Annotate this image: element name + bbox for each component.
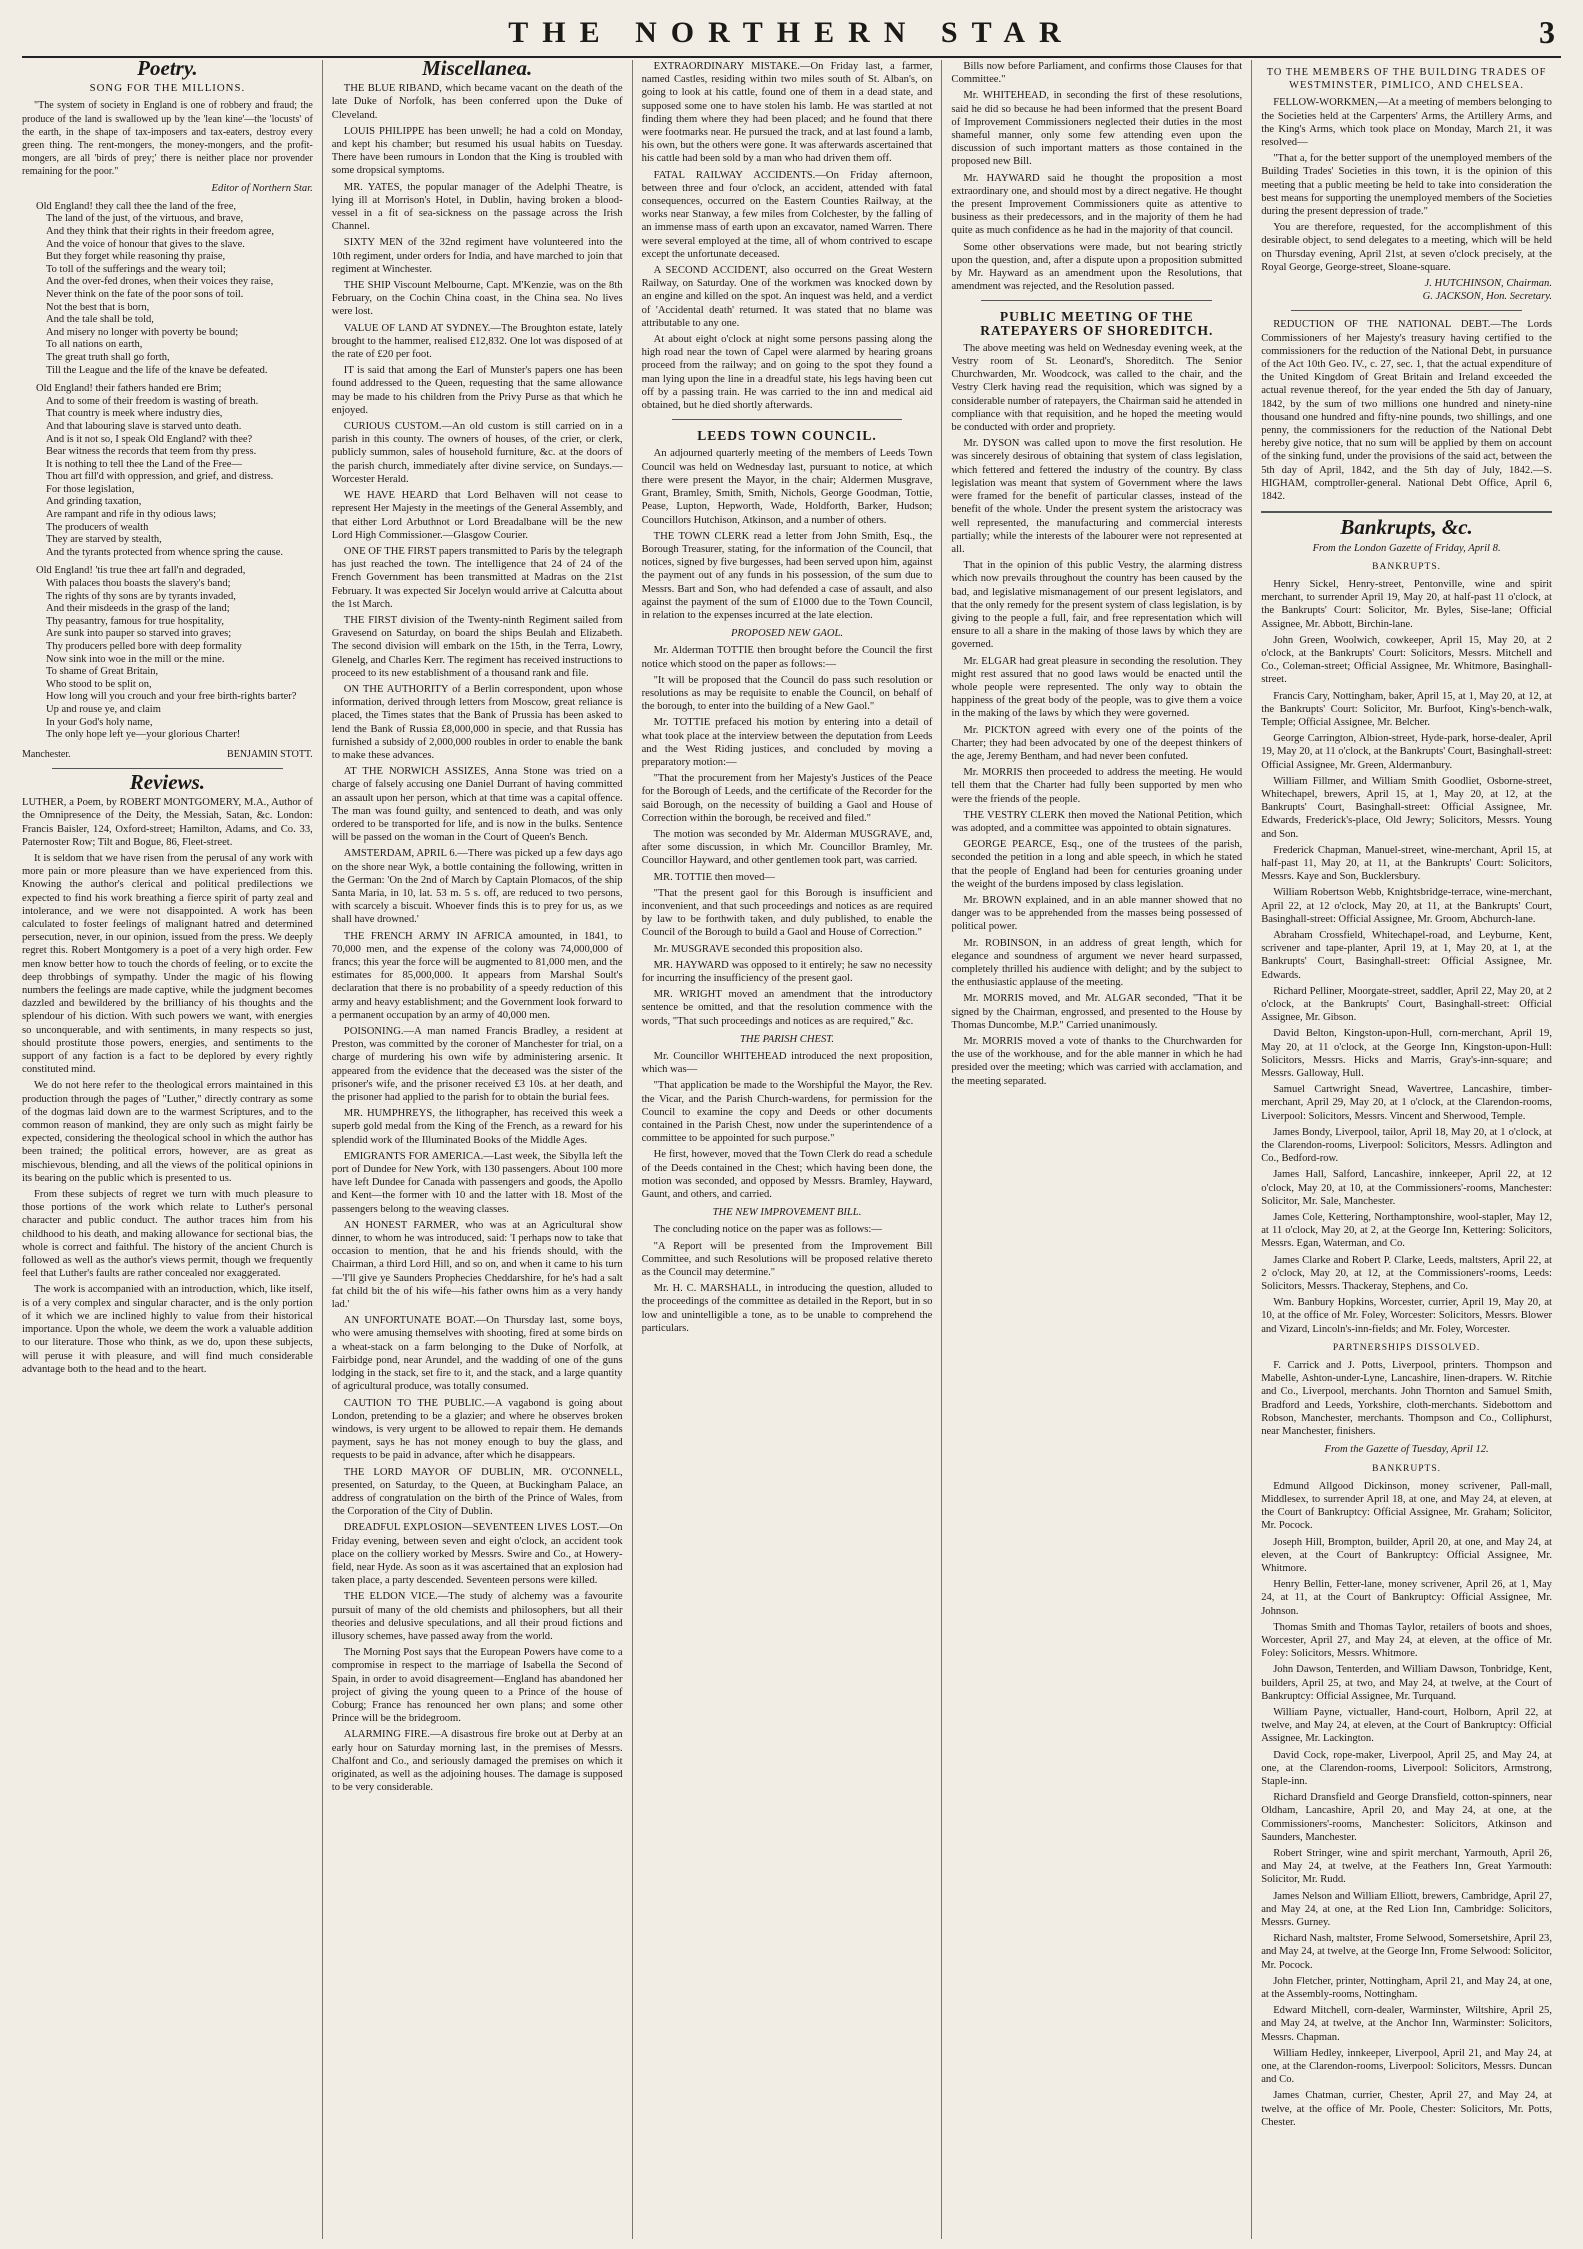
masthead bbox=[22, 12, 1561, 58]
bankrupt-entry: Frederick Chapman, Manuel-street, wine-merchant, April 15, at half-past 11, May 20, at 11, at the Bankrupts' Court: Solicitors, Messrs. Kaye and Son, Bucklersbury. bbox=[1261, 844, 1552, 883]
bankrupts-label: BANKRUPTS. bbox=[1372, 1463, 1442, 1474]
council-paragraph: "It will be proposed that the Council do pass such resolution or resolutions as may be requisite to enable the Council, on behalf of the borough, to enter into the building of a New Gaol." bbox=[641, 674, 933, 713]
news-item: THE FIRST division of the Twenty-ninth Regiment sailed from Gravesend on Saturday, on board the ships Beulah and Elizabeth. The second division will embark on the 15th, in the Terra, Lowry, Glenelg, and Charles Kerr. The regiment has received instructions to proceed to its new establishment of a thousand rank and file. bbox=[331, 614, 623, 679]
council-paragraph: Mr. Alderman TOTTIE then brought before the Council the first notice which stood on the paper as follows:— bbox=[641, 645, 933, 670]
council-paragraph: The concluding notice on the paper was as follows:— bbox=[653, 1224, 882, 1236]
miscellanea-heading: Miscellanea. bbox=[422, 60, 533, 80]
bankrupt-entry: William Fillmer, and William Smith Goodliet, Osborne-street, Whitechapel, brewers, April 15, at 1, May 20, at 12, at the Bankrupts' Court, Basinghall-street: Official Assignee, Mr. Edwards, Frederick's-place, Old Jewry; Solicitors, Messrs. Young and Son. bbox=[1261, 775, 1552, 840]
council-paragraph: THE TOWN CLERK read a letter from John Smith, Esq., the Borough Treasurer, stating, for the information of the Council, that notices, signed by five burgesses, had been served upon him, against the payment out of any funds in his possession, of the sum due to Messrs. Bart and Son, who had defended a case of assault, and also against the payment of the sum of £1000 due to the Town Council, in relation to the expenses incurred at the late election. bbox=[641, 530, 933, 621]
page-number: 3 bbox=[1539, 14, 1555, 50]
bill-subheading: THE NEW IMPROVEMENT BILL. bbox=[712, 1207, 862, 1219]
news-item: THE SHIP Viscount Melbourne, Capt. M'Kenzie, was on the 8th February, on the Cochin China coast, in the China sea. No lives were lost. bbox=[331, 280, 623, 318]
divider bbox=[52, 768, 283, 769]
bankrupt-entry: James Cole, Kettering, Northamptonshire, wool-stapler, May 12, at 11 o'clock, May 20, at 2, at the George Inn, Kettering: Solicitors, Messrs. Egan, Waterman, and Co. bbox=[1261, 1212, 1552, 1250]
council-paragraph: MR. HAYWARD was opposed to it entirely; he saw no necessity for incurring the insufficiency of the present gaol. bbox=[641, 959, 933, 984]
bankrupt-entry: John Dawson, Tenterden, and William Dawson, Tonbridge, Kent, builders, April 25, at two, and May 24, at twelve, at the Court of Bankruptcy: Official Assignee, Mr. Turquand. bbox=[1261, 1664, 1552, 1702]
poem-epigraph: "The system of society in England is one of robbery and fraud; the produce of the land is swallowed up by the 'lean kine'—the 'locusts' of the earth, in the shape of tax-imposers and tax-eaters, destroy every green thing. The rent-mongers, the money-mongers, and the profit-mongers, are all 'birds of prey;' there is neither place nor provender remaining for the poor." bbox=[22, 100, 313, 178]
bankrupt-entry: James Chatman, currier, Chester, April 27, and May 24, at twelve, at the office of Mr. Poole, Chester: Solicitors, Mr. Potts, Chester. bbox=[1261, 2090, 1552, 2128]
bankrupt-entry: Henry Sickel, Henry-street, Pentonville, wine and spirit merchant, to surrender April 19, May 20, at half-past 11 o'clock, at the Bankrupts' Court: Solicitor, Mr. Byles, Sise-lane; Official Assignee, Mr. Abbott, Birchin-lane. bbox=[1261, 578, 1552, 630]
news-item: THE ELDON VICE.—The study of alchemy was a favourite pursuit of many of the old chemists and philosophers, but all their theories and delusive speculations, and all their proud fictions and illusory schemes, have passed away from the world. bbox=[331, 1591, 623, 1642]
bankrupt-entry: Samuel Cartwright Snead, Wavertree, Lancashire, timber-merchant, April 29, May 20, at 1 o'clock, at the Clarendon-rooms, Liverpool: Solicitors, Messrs. Vincent and Sherwood, Temple. bbox=[1261, 1084, 1552, 1122]
bankrupt-entry: William Hedley, innkeeper, Liverpool, April 21, and May 24, at one, at the Clarendon-rooms, Liverpool: Solicitors, Messrs. Duncan and Co. bbox=[1261, 2047, 1552, 2086]
news-item: ONE OF THE FIRST papers transmitted to Paris by the telegraph has just reached the town. The intelligence that 24 of 24 of the French Government has been transmitted at Madras on the 21st February. It was expected Sir Jocelyn would arrive at Calcutta about the 1st March. bbox=[331, 545, 623, 610]
bankrupt-entry: Edward Mitchell, corn-dealer, Warminster, Wiltshire, April 25, and May 24, at twelve, at the Anchor Inn, Warminster: Solicitors, Messrs. Chapman. bbox=[1261, 2005, 1552, 2043]
news-item: DREADFUL EXPLOSION—SEVENTEEN LIVES LOST.—On Friday evening, between seven and eight o'clock, an accident took place on the colliery worked by Messrs. Swire and Co., at Howery-field, near Hyde. As soon as it was ascertained that an explosion had taken place, a party descended. Seventeen persons were killed. bbox=[331, 1522, 623, 1587]
poem-author: BENJAMIN STOTT. bbox=[227, 748, 313, 760]
news-item: FATAL RAILWAY ACCIDENTS.—On Friday afternoon, between three and four o'clock, an accident, attended with fatal consequences, occurred on the Eastern Counties Railway, at the works near Stanway, a few miles from Colchester, by the falling of an immense mass of earth upon an excavator, named Warren. There were several employed at the time, all of whom contrived to escape except the unfortunate deceased. bbox=[641, 169, 933, 260]
news-item: ON THE AUTHORITY of a Berlin correspondent, upon whose information, derived through letters from Moscow, great reliance is placed, the Times states that the Bank of Prussia has been asked to lend the Bank of Russia £8,000,000 in specie, and that Russia has furnished a subsidy of 2,000,000 roubles in order to enable the bank to make these advances. bbox=[331, 683, 623, 761]
news-item: CAUTION TO THE PUBLIC.—A vagabond is going about London, pretending to be a glazier; and where he observes broken windows, is very urgent to be allowed to repair them. He demands payment, says he has not money enough to buy the glass, and requests to be paid in advance, after which he disappears. bbox=[331, 1397, 623, 1462]
bankrupt-entry: George Carrington, Albion-street, Hyde-park, horse-dealer, April 19, May 20, at 11 o'clock, at the Bankrupts' Court, Basinghall-street: Official Assignee, Mr. Green, Aldermanbury. bbox=[1261, 733, 1552, 771]
gaol-subheading: PROPOSED NEW GAOL. bbox=[730, 628, 844, 640]
news-item: AMSTERDAM, APRIL 6.—There was picked up a few days ago on the shore near Wyk, a bottle containing the following, written in the German: 'On the 2nd of March by Captain Plomacos, of the ship Santa Maria, in 10, lat. 53 m. 5 s. off, are reduced to two persons, with scarcely a biscuit. Whoever finds this is to prey for us, as we shall have drowned.' bbox=[331, 848, 623, 926]
partnerships-label: PARTNERSHIPS DISSOLVED. bbox=[1332, 1342, 1481, 1353]
column-4 bbox=[942, 60, 1252, 2239]
meeting-paragraph: That in the opinion of this public Vestry, the alarming distress which now prevails throughout the country has been caused by the bad, and legislative mismanagement of our present legislators, and that the only remedy for the present system of class legislation, is by giving to the people a full, fair, and free representation which will ensure to all a share in the making of those laws by which they are governed. bbox=[951, 560, 1243, 651]
parish-subheading: THE PARISH CHEST. bbox=[739, 1033, 835, 1045]
building-trades-heading: TO THE MEMBERS OF THE BUILDING TRADES OF WESTMINSTER, PIMLICO, AND CHELSEA. bbox=[1266, 67, 1547, 92]
bankrupt-entry: Henry Bellin, Fetter-lane, money scrivener, April 26, at 1, May 24, at 11, at the Court of Bankruptcy: Official Assignee, Mr. Johnson. bbox=[1261, 1579, 1552, 1617]
bankrupt-entry: Thomas Smith and Thomas Taylor, retailers of boots and shoes, Worcester, April 27, and May 24, at eleven, at the office of Mr. Foley: Solicitors, Messrs. Whitmore. bbox=[1261, 1621, 1552, 1660]
divider bbox=[672, 419, 903, 420]
poetry-heading: Poetry. bbox=[137, 60, 198, 80]
meeting-paragraph: Mr. DYSON was called upon to move the first resolution. He was sincerely desirous of obtaining that system of class legislation, which fettered and fettered the industry of the country. By class legislation was meant that system of Government where the laws were framed for the benefit of particular classes, instead of the benefit of the whole. Under the present system the aristocracy was well represented, the manufacturing and commercial interests partially; while the interests of the labourer were not represented at all. bbox=[951, 438, 1243, 555]
column-3 bbox=[633, 60, 943, 2239]
council-paragraph: MR. TOTTIE then moved— bbox=[653, 871, 776, 883]
meeting-paragraph: Mr. ROBINSON, in an address of great length, which for elegance and soundness of argument we never heard surpassed, completely thrilled his audience with delight; and by the subject to the enthusiastic applause of the meeting. bbox=[951, 937, 1243, 989]
council-paragraph: MR. WRIGHT moved an amendment that the introductory sentence be omitted, and that the resolution commence with the words, "That such proceedings and notices as are required," &c. bbox=[641, 989, 933, 1027]
newspaper-title: THE NORTHERN STAR bbox=[508, 16, 1075, 49]
notice-paragraph: FELLOW-WORKMEN,—At a meeting of members belonging to the Societies held at the Carpenters' Arms, the Artillery Arms, and the King's Arms, which took place on Monday, March 21, it was resolved— bbox=[1261, 97, 1552, 149]
news-item: CURIOUS CUSTOM.—An old custom is still carried on in a parish in this county. The owners of houses, of the crier, or clerk, publicly summon, sales of household furniture, &c. at the doors of the parish church, immediately after divine service, on Sundays.—Worcester Herald. bbox=[331, 421, 623, 485]
divider bbox=[981, 300, 1212, 301]
debt-reduction-notice: REDUCTION OF THE NATIONAL DEBT.—The Lords Commissioners of her Majesty's treasury having certified to the commissioners for the reduction of the National Debt, in pursuance of the Act 10th Geo. IV., c. 27, sec. 1, that the actual expenditure of the United Kingdom of Great Britain and Ireland exceeded the actual revenue thereof, for the year ended the 5th day of January, 1842, by the sum of two millions one hundred and ninety-nine thousand one hundred and fifty-nine pounds, two shillings, and one penny, the commissioners for the reduction of the National Debt hereby give notice, that no sum will be applied by them on account of the sinking fund, under the provisions of the said act, between the 5th day of April, 1842, and the 5th day of July, 1842.—S. HIGHAM, comptroller-general. National Debt Office, April 6, 1842. bbox=[1261, 319, 1552, 503]
bankrupt-entry: James Nelson and William Elliott, brewers, Cambridge, April 27, and May 24, at one, at the Red Lion Inn, Cambridge: Solicitors, Messrs. Gurney. bbox=[1261, 1890, 1552, 1928]
bankrupt-entry: David Cock, rope-maker, Liverpool, April 25, and May 24, at one, at the Clarendon-rooms, Liverpool: Solicitors, Armstrong, Staple-inn. bbox=[1261, 1749, 1552, 1787]
bankrupt-entry: Richard Dransfield and George Dransfield, cotton-spinners, near Oldham, Lancashire, April 20, and May 24, at one, at the Commissioners'-rooms, Manchester: Solicitors, Atkinson and Saunders, Manchester. bbox=[1261, 1792, 1552, 1843]
news-item: EMIGRANTS FOR AMERICA.—Last week, the Sibylla left the port of Dundee for New York, with 130 passengers. About 100 more have left Dundee for Canada with passengers and goods, the Apollo and Kent—the former with 10 and the latter with 18. Most of the passengers belong to the weaving classes. bbox=[331, 1150, 623, 1215]
partnerships-dissolved: F. Carrick and J. Potts, Liverpool, printers. Thompson and Mabelle, Ashton-under-Lyne, Lancashire, linen-drapers. W. Ritchie and Co., Liverpool, merchants. John Thornton and Samuel Smith, Bradford and Leeds, Yorkshire, cloth-merchants. Sidebottom and Robson, Manchester, merchants. Thompson and Co., Colliphurst, near Manchester, finishers. bbox=[1261, 1360, 1552, 1438]
meeting-paragraph: THE VESTRY CLERK then moved the National Petition, which was adopted, and a committee was appointed to obtain signatures. bbox=[951, 809, 1243, 834]
review-paragraph: We do not here refer to the theological errors maintained in this production through the pages of "Luther," directly contrary as some of the dogmas laid down are to the warmest Scriptures, and to the common reason of mankind, they are only such as might fairly be expected, considering the theological school in which the author has been trained; the political errors, however, are as great as mischievous, blending, and all the views of the political opinions in its bearing on the public which is presented to us. bbox=[22, 1080, 313, 1184]
poem-stanza: Old England! their fathers handed ere Brim; And to some of their freedom is wasting of breath. That country is meek where industry dies, And that labouring slave is starved unto death. And is it not so, I speak Old England? with thee? Bear witness the records that teem from thy press. It is nothing to tell thee the Land of the Free— Thou art fill'd with oppression, and grief, and distress. For those legislation, And grinding taxation, Are rampant and rife in thy odious laws; The producers of wealth They are starved by stealth, And the tyrants protected from whence spring the cause. bbox=[36, 383, 284, 558]
bankrupts-heading: Bankrupts, &c. bbox=[1340, 515, 1473, 540]
bankrupt-entry: Francis Cary, Nottingham, baker, April 15, at 1, May 20, at 12, at the Bankrupts' Court: Solicitor, Mr. Burfoot, King's-bench-walk, Temple; Official Assignee, Mr. Belcher. bbox=[1261, 690, 1552, 728]
bankrupt-entry: Richard Nash, maltster, Frome Selwood, Somersetshire, April 23, and May 24, at twelve, at the George Inn, Frome Selwood: Solicitor, Mr. Pocock. bbox=[1261, 1933, 1552, 1971]
shoreditch-meeting-heading: PUBLIC MEETING OF THE RATEPAYERS OF SHOREDITCH. bbox=[980, 309, 1214, 338]
bankrupt-entry: John Fletcher, printer, Nottingham, April 21, and May 24, at one, at the Assembly-rooms, Nottingham. bbox=[1261, 1975, 1552, 2001]
bankrupt-entry: Richard Pelliner, Moorgate-street, saddler, April 22, May 20, at 2 o'clock, at the Bankrupts' Court, Basinghall-street: Official Assignee, Mr. Gibson. bbox=[1261, 985, 1552, 1024]
notice-signature: J. HUTCHINSON, Chairman. G. JACKSON, Hon. Secretary. bbox=[1422, 278, 1552, 303]
meeting-paragraph: Mr. ELGAR had great pleasure in seconding the resolution. They might rest assured that no good laws would be enacted until the whole people were represented. The only way to obtain the happiness of the great body of the people, was to give them a voice in the making of the laws by which they were governed. bbox=[951, 655, 1243, 720]
poem-place: Manchester. bbox=[22, 748, 71, 760]
news-item: IT is said that among the Earl of Munster's papers one has been found addressed to the Queen, requesting that the same allowance may be made to his children from the Privy Purse as that which he enjoyed. bbox=[331, 365, 623, 416]
news-item: THE LORD MAYOR OF DUBLIN, MR. O'CONNELL, presented, on Saturday, to the Queen, at Buckingham Palace, an address of congratulation on the birth of the Prince of Wales, from the Corporation of the City of Dublin. bbox=[331, 1466, 623, 1518]
meeting-paragraph: Mr. MORRIS then proceeded to address the meeting. He would tell them that the Charter had fully been supported by men who were the friends of the people. bbox=[951, 767, 1243, 805]
news-item: EXTRAORDINARY MISTAKE.—On Friday last, a farmer, named Castles, residing within two miles south of St. Alban's, on going to look at his cattle, found one of them in a dead state, and supposed some one to have stolen his lamb. He was startled at not finding them where they had been placed; and he found that there were footmarks near. He pursued the track, and at last found a lamb, his own, but the others were gone. It was afterwards ascertained that his cattle had been sold by a man who had driven them off. bbox=[641, 61, 933, 165]
news-item: THE FRENCH ARMY IN AFRICA amounted, in 1841, to 70,000 men, and the expense of the colony was 74,000,000 of francs; this year the force will be augmented to 81,000 men, and the estimates for 85,000,000. It appears from Marshal Soult's declaration that there is no probability of a speedy reduction of this army and heavy establishment; and the Government look forward to a permanent occupation by an army of 40,000 men. bbox=[331, 930, 623, 1021]
news-item: Some other observations were made, but not bearing strictly upon the question, and, after a dispute upon a proposition submitted by Mr. Hayward as an amendment upon the Resolutions, that amendment was rejected, and the Resolution passed. bbox=[951, 241, 1243, 293]
leeds-council-heading: LEEDS TOWN COUNCIL. bbox=[697, 428, 877, 444]
bankrupt-entry: James Bondy, Liverpool, tailor, April 18, May 20, at 1 o'clock, at the Clarendon-rooms, Liverpool: Solicitors, Messrs. Adlington and Co., Bedford-row. bbox=[1261, 1126, 1552, 1165]
gazette-date: From the London Gazette of Friday, April 8. bbox=[1312, 542, 1501, 554]
epigraph-source: Editor of Northern Star. bbox=[211, 182, 313, 194]
news-item: At about eight o'clock at night some persons passing along the high road near the town of Capel were alarmed by hearing groans proceed from the railway; and on going to the spot they found a man lying upon the line in a dreadful state, his legs having been cut off by a passing train. He was carried to the inn and medical aid obtained, but he died shortly afterwards. bbox=[641, 334, 933, 412]
meeting-paragraph: Mr. MORRIS moved a vote of thanks to the Churchwarden for the use of the workhouse, and for the able manner in which he had presided over the meeting; which was carried with acclamation, and the meeting separated. bbox=[951, 1036, 1243, 1087]
meeting-paragraph: Mr. BROWN explained, and in an able manner showed that no danger was to be apprehended from the masses being possessed of political power. bbox=[951, 894, 1243, 933]
bankrupt-entry: Robert Stringer, wine and spirit merchant, Yarmouth, April 26, and May 24, at twelve, at the Feathers Inn, Great Yarmouth: Solicitor, Mr. Rudd. bbox=[1261, 1847, 1552, 1886]
bankrupt-entry: John Green, Woolwich, cowkeeper, April 15, May 20, at 2 o'clock, at the Bankrupts' Court: Solicitors, Messrs. Mitchell and Co., Coleman-street; Official Assignee, Mr. Whitmore, Basinghall-street. bbox=[1261, 634, 1552, 686]
news-item: SIXTY MEN of the 32nd regiment have volunteered into the 10th regiment, under orders for India, and have marched to join that regiment at Winchester. bbox=[331, 237, 623, 275]
council-paragraph: "That the present gaol for this Borough is insufficient and inconvenient, and that such proceedings and notices as are required by law to be forthwith taken, and duly published, to enable the Council of the Borough to build a Gaol and House of Correction." bbox=[641, 887, 933, 939]
news-item: Bills now before Parliament, and confirms those Clauses for that Committee." bbox=[951, 61, 1243, 86]
bankrupt-entry: Joseph Hill, Brompton, builder, April 20, at one, and May 24, at eleven, at the Court of Bankruptcy: Official Assignee, Mr. Whitmore. bbox=[1261, 1536, 1552, 1574]
news-item: AN UNFORTUNATE BOAT.—On Thursday last, some boys, who were amusing themselves with shooting, fired at some birds on a wheat-stack on a farm belonging to the Duke of Norfolk, at Fairbidge pond, near Arundel, and the wadding of one of the guns lodging in the stack, set fire to it, and the stack, and a large quantity of agricultural produce, was totally consumed. bbox=[331, 1315, 623, 1393]
bankrupt-entry: James Hall, Salford, Lancashire, innkeeper, April 22, at 12 o'clock, May 20, at 10, at the Commissioners'-rooms, Manchester: Solicitor, Mr. Sale, Manchester. bbox=[1261, 1169, 1552, 1207]
council-paragraph: Mr. Councillor WHITEHEAD introduced the next proposition, which was— bbox=[641, 1051, 933, 1076]
column-1 bbox=[22, 60, 323, 2239]
notice-paragraph: "That a, for the better support of the unemployed members of the Building Trades' Societies in this town, it is the opinion of this meeting that a public meeting be held to take into consideration the best means for supporting the unemployed members of the Societies during the present depression of trade." bbox=[1261, 153, 1552, 218]
meeting-paragraph: The above meeting was held on Wednesday evening week, at the Vestry room of St. Leonard's, Shoreditch. The Senior Churchwarden, Mr. Woodcock, was called to the chair, and the Vestry Clerk having read the requisition, which was signed by a considerable number of ratepayers, the Chairman said he attended in compliance with that requisition, and he hoped the meeting would be conducted with order and propriety. bbox=[951, 342, 1243, 434]
news-item: VALUE OF LAND AT SYDNEY.—The Broughton estate, lately brought to the hammer, realised £12,832. One lot was disposed of at the rate of £20 per foot. bbox=[331, 322, 623, 361]
bankrupt-entry: William Payne, victualler, Hand-court, Holborn, April 22, at twelve, and May 24, at eleven, at the Court of Bankruptcy: Official Assignee, Mr. Lackington. bbox=[1261, 1706, 1552, 1745]
columns bbox=[22, 60, 1561, 2239]
gazette-date: From the Gazette of Tuesday, April 12. bbox=[1324, 1444, 1489, 1456]
council-paragraph: The motion was seconded by Mr. Alderman MUSGRAVE, and, after some discussion, in which Mr. Councillor Bramley, Mr. Councillor Hayward, and other gentlemen took part, was carried. bbox=[641, 828, 933, 867]
news-item: THE BLUE RIBAND, which became vacant on the death of the late Duke of Norfolk, has been conferred upon the Duke of Cleveland. bbox=[331, 83, 623, 121]
council-paragraph: Mr. H. C. MARSHALL, in introducing the question, alluded to the proceedings of the committee as detailed in the Report, but in so low and unintelligible a tone, as to be unable to comprehend the particulars. bbox=[641, 1283, 933, 1334]
council-paragraph: "That the procurement from her Majesty's Justices of the Peace for the Borough of Leeds, and the certificate of the Recorder for the said Borough, on the necessity of building a Gaol and House of Correction within the borough, be received and filed." bbox=[641, 773, 933, 824]
council-paragraph: An adjourned quarterly meeting of the members of Leeds Town Council was held on Wednesday last, pursuant to notice, at which there were present the Mayor, in the chair; Aldermen Musgrave, Grant, Bramley, Smith, Smith, Nichols, George Goodman, Tottie, Pease, Lupton, Hepworth, Wade, Holdforth, Barker, Hudson; Councillors Hutchison, Atkinson, and a number of others. bbox=[641, 448, 933, 526]
review-paragraph: The work is accompanied with an introduction, which, like itself, is of a very complex and singular character, and is the only portion of it which we are inclined highly to value from their historical importance. Upon the whole, we deem the work a valuable addition to our literature. Those who think, as we do, upon these subjects, will peruse it with pleasure, and will find much considerable advantage both to the head and to the heart. bbox=[22, 1284, 313, 1375]
council-paragraph: "A Report will be presented from the Improvement Bill Committee, and such Resolutions will be proposed relative thereto as the Council may determine." bbox=[641, 1240, 933, 1279]
poem-signature bbox=[22, 748, 313, 761]
news-item: MR. HUMPHREYS, the lithographer, has received this week a superb gold medal from the King of the French, as a reward for his splendid work of the Illuminated Books of the Middle Ages. bbox=[331, 1108, 623, 1146]
bankrupt-entry: Wm. Banbury Hopkins, Worcester, currier, April 19, May 20, at 10, at the office of Mr. Foley, Worcester: Solicitors, Messrs. Blower and Vizard, Lincoln's-inn-fields; and Mr. Foley, Worcester. bbox=[1261, 1297, 1552, 1335]
news-item: MR. YATES, the popular manager of the Adelphi Theatre, is lying ill at Morrison's Hotel, in Dublin, having broken a blood-vessel in a fit of sea-sickness on the passage across the Irish Channel. bbox=[331, 181, 623, 233]
news-item: AT THE NORWICH ASSIZES, Anna Stone was tried on a charge of falsely accusing one Daniel Durrant of having committed an assault upon her person, which at that time was a capital offence. The man was found guilty, and sentenced to death, and was only ordered to be transported for life, and is now in the bulks. Sentence will be passed on the woman in the Court of Queen's Bench. bbox=[331, 766, 623, 844]
news-item: WE HAVE HEARD that Lord Belhaven will not cease to represent Her Majesty in the meetings of the General Assembly, and that either Lord Arbuthnot or Lord Breadalbane will be the new Lord High Commissioner.—Glasgow Courier. bbox=[331, 490, 623, 541]
bankrupt-entry: David Belton, Kingston-upon-Hull, corn-merchant, April 19, May 20, at 11 o'clock, at the George Inn, Kingston-upon-Hull: Solicitors, Messrs. Hicks and Marris, Gray's-inn-square; and Messrs. Galloway, Hull. bbox=[1261, 1028, 1552, 1080]
news-item: AN HONEST FARMER, who was at an Agricultural show dinner, to whom he was introduced, said: 'I perhaps now to take that occasion to mention, that he and his friends should, with the Chairman, a third Lord Hill, and so on, and when it came to his turn—'I'll give ye Saunders Prophecies Cheddarshire, for he's had a salt fat child bit the of his wife—his father owns him as a very handy lad.' bbox=[331, 1219, 623, 1311]
news-item: The Morning Post says that the European Powers have come to a compromise in respect to the marriage of Isabella the Second of Spain, in order to avoid disagreement—England has abandoned her project of giving the young queen to a Prince of the house of Coburg; France has renounced her own plans; and some other Prince will be the bridegroom. bbox=[331, 1647, 623, 1725]
reviews-heading: Reviews. bbox=[129, 769, 206, 794]
council-paragraph: Mr. MUSGRAVE seconded this proposition also. bbox=[653, 943, 863, 955]
news-item: ALARMING FIRE.—A disastrous fire broke out at Derby at an early hour on Saturday morning last, in the premises of Messrs. Chalfont and Co., and seriously damaged the premises on which it originated, as well as the adjoining houses. The damage is supposed to be very considerable. bbox=[331, 1729, 623, 1794]
bankrupt-entry: Abraham Crossfield, Whitechapel-road, and Leyburne, Kent, scrivener and tape-planter, April 19, at 1, May 20, at 1, at the Bankrupts' Court, Basinghall-street: Official Assignee, Mr. Edwards. bbox=[1261, 929, 1552, 981]
review-heading: LUTHER, a Poem, by ROBERT MONTGOMERY, M.A., Author of the Omnipresence of the Deity, the Messiah, Satan, &c. London: Francis Baisler, 124, Oxford-street; Hamilton, Adams, and Co. 33, Paternoster Row; Tilt and Bogue, 86, Fleet-street. bbox=[22, 797, 313, 848]
meeting-paragraph: GEORGE PEARCE, Esq., one of the trustees of the parish, seconded the petition in a long and able speech, in which he stated that the people of England had been for centuries groaning under the weight of the burdens imposed by class legislation. bbox=[951, 839, 1243, 890]
poem-title: SONG FOR THE MILLIONS. bbox=[89, 82, 246, 95]
council-paragraph: "That application be made to the Worshipful the Mayor, the Rev. the Vicar, and the Parish Church-wardens, for permission for the Council to examine the copy and Deeds or other documents contained in the Parish Chest, now under the superintendence of a committee to be appointed for such purpose." bbox=[641, 1080, 933, 1145]
column-5 bbox=[1252, 60, 1561, 2239]
bankrupt-entry: William Robertson Webb, Knightsbridge-terrace, wine-merchant, April 22, at 12 o'clock, May 20, at 11, at the Bankrupts' Court, Basinghall-street: Official Assignee, Mr. Groom, Abchurch-lane. bbox=[1261, 887, 1552, 925]
poem-body bbox=[22, 201, 313, 742]
poem-stanza: Old England! 'tis true thee art fall'n and degraded, With palaces thou boasts the slavery's band; The rights of thy sons are by tyrants invaded, And their misdeeds in the grasp of the land; Thy peasantry, famous for true hospitality, Are sunk into pauper so starved into graves; Thy producers pelled bore with deep formality Now sink into woe in the mill or the mine. To shame of Great Britain, Who stood to be split on, How long will you crouch and your free birth-rights barter? Up and rouse ye, and claim In your God's holy name, The only hope left ye—your glorious Charter! bbox=[36, 565, 297, 741]
meeting-paragraph: Mr. MORRIS moved, and Mr. ALGAR seconded, "That it be signed by the Chairman, engrossed, and presented to the House by Thomas Duncombe, M.P." Carried unanimously. bbox=[951, 993, 1243, 1031]
council-paragraph: Mr. TOTTIE prefaced his motion by entering into a detail of what took place at the interview between the deputation from Leeds and the West Riding justices, and concluded by moving a preparatory motion:— bbox=[641, 717, 933, 768]
review-paragraph: It is seldom that we have risen from the perusal of any work with more pain or more pleasure than we have experienced from this. Knowing the author's clerical and political predilections we expected to find his work breathing a fierce spirit of party zeal and intolerance, and we were not disappointed. A work has been calculated to foster feelings of malignant hatred and determined persecution, never, in our opinion, issued from the press. We deeply regret this. Robert Montgomery is a poet of a very high order. Few men know better how to touch the chords of feeling, or to excite the deep throbbings of sympathy. Under the magic of his flowing numbers the feelings are made captive, while the judgment becomes dazzled and bewildered by the brilliancy of his thoughts and the splendour of his diction. With such powers we want, with energies so unconquerable, and with sentiments, in many respects so just, should prostitute those powers, energies, and sentiments to the support of any faction is a fact to be deplored by every rightly constituted mind. bbox=[22, 852, 313, 1076]
meeting-paragraph: Mr. PICKTON agreed with every one of the points of the Charter; they had been advocated by one of the deepest thinkers of the age, Jeremy Bentham, and had never been confuted. bbox=[951, 724, 1243, 762]
council-paragraph: He first, however, moved that the Town Clerk do read a schedule of the Deeds contained in the Chest; which having been done, the motion was seconded, and opposed by Messrs. Bramley, Hayward, Gaunt, and others, and carried. bbox=[641, 1149, 933, 1201]
news-item: Mr. WHITEHEAD, in seconding the first of these resolutions, said he did so because he had been informed that the present Board of Improvement Commissioners neglected their duties in the most shameful manner, only some few attending even upon the discussion of such important matters as those contained in the proposed new Bill. bbox=[951, 90, 1243, 168]
bankrupt-entry: Edmund Allgood Dickinson, money scrivener, Pall-mall, Middlesex, to surrender April 18, at one, and May 24, at eleven, at the Court of Bankruptcy: Official Assignee, Mr. Graham; Solicitor, Mr. Pocock. bbox=[1261, 1480, 1552, 1532]
news-item: POISONING.—A man named Francis Bradley, a resident at Preston, was committed by the coroner of Manchester for trial, on a charge of murdering his own wife by administering arsenic. It appeared from the evidence that the deceased was the sister of the prisoner's wife, and the prisoner received £3 10s. at her death, and the prisoner had applied to the parish for to obtain the burial fees. bbox=[331, 1026, 623, 1104]
divider bbox=[1291, 310, 1522, 311]
bankrupt-entry: James Clarke and Robert P. Clarke, Leeds, maltsters, April 22, at 2 o'clock, May 20, at 12, at the Commissioners'-rooms, Leeds: Solicitors, Messrs. Thackeray, Stephens, and Co. bbox=[1261, 1254, 1552, 1293]
poem-stanza: Old England! they call thee the land of the free, The land of the just, of the virtuous, and brave, And they think that their rights in their freedom agree, And the voice of honour that gives to the slave. But they forget while reasoning thy praise, To toll of the sufferings and the weary toil; And the over-fed drones, when their voices they raise, Never think on the fate of the poor sons of toil. Not the best that is born, And the tale shall be told, And misery no longer with poverty be bound; To all nations on earth, The great truth shall go forth, Till the League and the life of the knave be defeated. bbox=[36, 200, 275, 376]
notice-paragraph: You are therefore, requested, for the accomplishment of this desirable object, to send delegates to a meeting, which will be held on Thursday evening, April 21st, at seven o'clock precisely, at the Royal George, George-street, Sloane-square. bbox=[1261, 222, 1552, 273]
news-item: A SECOND ACCIDENT, also occurred on the Great Western Railway, on Saturday. One of the workmen was knocked down by an engine and killed on the spot. An inquest was held, and a verdict of 'Accidental death' returned. It was stated that no blame was attributable to any one. bbox=[641, 265, 933, 329]
divider bbox=[1261, 511, 1552, 513]
bankrupts-label: BANKRUPTS. bbox=[1372, 561, 1442, 572]
column-2 bbox=[323, 60, 633, 2239]
review-paragraph: From these subjects of regret we turn with much pleasure to those portions of the work which relate to Luther's personal character and public conduct. The author traces him from his childhood to his death, and making allowance for sectional bias, the whole is correct and faithful. The history of the ancient Church is followed as well as the author's views permit, though we frequently feel that Luther's faults are rather concealed nor exaggerated. bbox=[22, 1189, 313, 1280]
news-item: Mr. HAYWARD said he thought the proposition a most extraordinary one, and should most by a direct negative. He thought the present Improvement Commissioners quite as attentive to business as their predecessors, and in the majority of them he had quite as much confidence as he had in the majority of that council. bbox=[951, 172, 1243, 237]
news-item: LOUIS PHILIPPE has been unwell; he had a cold on Monday, and kept his chamber; but resumed his usual habits on Tuesday. There have been rumours in London that the King is troubled with some dropsical symptoms. bbox=[331, 125, 623, 177]
